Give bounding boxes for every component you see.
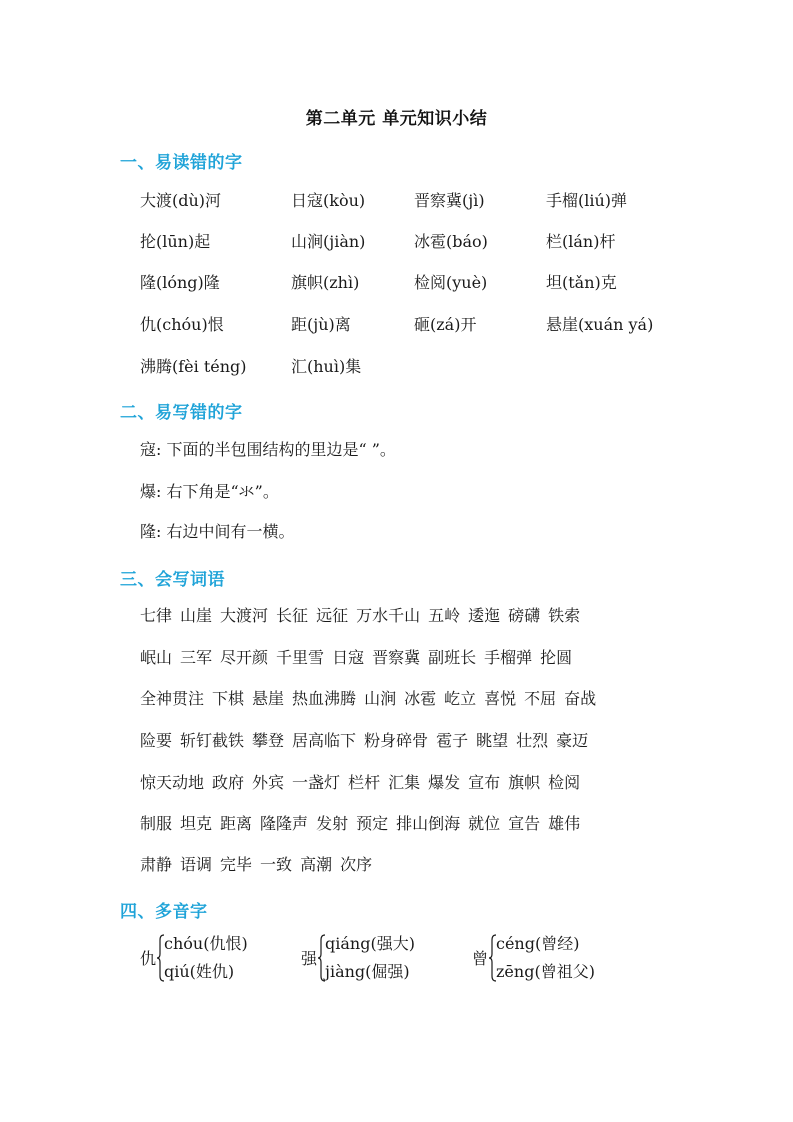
vocab-word: 山涧 — [364, 689, 397, 708]
vocab-word: 攀登 — [252, 731, 285, 750]
miswrite-line: 爆: 右下角是“氺”。 — [140, 482, 279, 501]
misread-item: 仇(chóu)恨 — [140, 315, 224, 334]
vocab-word: 日寇 — [332, 648, 365, 667]
vocab-word: 斩钉截铁 — [180, 731, 245, 750]
misread-item: 距(jù)离 — [291, 315, 351, 334]
vocab-word: 就位 — [468, 814, 501, 833]
vocab-word: 雹子 — [436, 731, 469, 750]
miswrite-line: 寇: 下面的半包围结构的里边是“ ”。 — [140, 440, 396, 459]
section-heading-misread: 一、易读错的字 — [120, 153, 243, 173]
vocab-word: 发射 — [316, 814, 349, 833]
polyphone-reading: céng(曾经) — [496, 934, 580, 953]
vocab-word: 岷山 — [140, 648, 173, 667]
misread-item: 山涧(jiàn) — [291, 232, 366, 251]
vocab-word: 磅礴 — [508, 606, 541, 625]
misread-item: 汇(huì)集 — [291, 357, 362, 376]
vocab-word: 宣布 — [468, 773, 501, 792]
misread-item: 冰雹(báo) — [414, 232, 488, 251]
misread-item: 栏(lán)杆 — [546, 232, 616, 251]
vocab-word: 副班长 — [428, 648, 477, 667]
misread-item: 手榴(liú)弹 — [546, 191, 628, 210]
vocab-word: 高潮 — [300, 855, 333, 874]
vocab-word: 粉身碎骨 — [364, 731, 429, 750]
vocab-line — [140, 814, 588, 834]
misread-item: 砸(zá)开 — [414, 315, 477, 334]
vocab-line — [140, 606, 588, 626]
vocab-word: 预定 — [356, 814, 389, 833]
vocab-word: 逶迤 — [468, 606, 501, 625]
vocab-word: 手榴弹 — [484, 648, 533, 667]
vocab-word: 汇集 — [388, 773, 421, 792]
vocab-word: 隆隆声 — [260, 814, 309, 833]
vocab-line — [140, 855, 380, 875]
vocab-line — [140, 648, 580, 668]
misread-item: 悬崖(xuán yá) — [546, 315, 654, 334]
vocab-word: 肃静 — [140, 855, 173, 874]
vocab-word: 下棋 — [212, 689, 245, 708]
vocab-line — [140, 731, 596, 751]
vocab-word: 远征 — [316, 606, 349, 625]
vocab-word: 抡圆 — [540, 648, 573, 667]
vocab-word: 居高临下 — [292, 731, 357, 750]
misread-item: 沸腾(fèi téng) — [140, 357, 247, 376]
vocab-word: 一盏灯 — [292, 773, 341, 792]
vocab-word: 七律 — [140, 606, 173, 625]
miswrite-line: 隆: 右边中间有一横。 — [140, 522, 295, 541]
vocab-word: 外宾 — [252, 773, 285, 792]
vocab-word: 惊天动地 — [140, 773, 205, 792]
polyphone-item — [301, 934, 451, 986]
vocab-line — [140, 773, 588, 793]
polyphone-reading: qiú(姓仇) — [164, 962, 235, 981]
polyphone-reading: zēng(曾祖父) — [496, 962, 595, 981]
misread-item: 旗帜(zhì) — [291, 273, 360, 292]
vocab-word: 不屈 — [524, 689, 557, 708]
section-heading-polyphone: 四、多音字 — [120, 902, 208, 922]
vocab-word: 屹立 — [444, 689, 477, 708]
vocab-word: 奋战 — [564, 689, 597, 708]
vocab-word: 检阅 — [548, 773, 581, 792]
section-heading-vocab: 三、会写词语 — [120, 570, 225, 590]
polyphone-item — [140, 934, 290, 986]
vocab-word: 距离 — [220, 814, 253, 833]
vocab-word: 悬崖 — [252, 689, 285, 708]
vocab-word: 一致 — [260, 855, 293, 874]
vocab-word: 次序 — [340, 855, 373, 874]
polyphone-char: 仇 — [140, 949, 157, 968]
vocab-word: 险要 — [140, 731, 173, 750]
vocab-word: 铁索 — [548, 606, 581, 625]
vocab-word: 长征 — [276, 606, 309, 625]
vocab-word: 千里雪 — [276, 648, 325, 667]
vocab-line — [140, 689, 604, 709]
misread-item: 抡(lūn)起 — [140, 232, 211, 251]
misread-item: 检阅(yuè) — [414, 273, 488, 292]
misread-item: 晋察冀(jì) — [414, 191, 485, 210]
page-title: 第二单元 单元知识小结 — [305, 109, 488, 129]
section-heading-miswrite: 二、易写错的字 — [120, 403, 243, 423]
polyphone-char: 强 — [301, 949, 318, 968]
vocab-word: 完毕 — [220, 855, 253, 874]
vocab-word: 排山倒海 — [396, 814, 461, 833]
polyphone-reading: qiáng(强大) — [325, 934, 415, 953]
polyphone-item — [472, 934, 622, 986]
vocab-word: 制服 — [140, 814, 173, 833]
vocab-word: 喜悦 — [484, 689, 517, 708]
vocab-word: 宣告 — [508, 814, 541, 833]
vocab-word: 坦克 — [180, 814, 213, 833]
polyphone-reading: jiàng(倔强) — [325, 962, 410, 981]
vocab-word: 语调 — [180, 855, 213, 874]
vocab-word: 热血沸腾 — [292, 689, 357, 708]
vocab-word: 五岭 — [428, 606, 461, 625]
vocab-word: 壮烈 — [516, 731, 549, 750]
misread-item: 隆(lóng)隆 — [140, 273, 220, 292]
vocab-word: 雄伟 — [548, 814, 581, 833]
misread-item: 日寇(kòu) — [291, 191, 366, 210]
vocab-word: 全神贯注 — [140, 689, 205, 708]
polyphone-char: 曾 — [472, 949, 489, 968]
vocab-word: 旗帜 — [508, 773, 541, 792]
vocab-word: 政府 — [212, 773, 245, 792]
vocab-word: 晋察冀 — [372, 648, 421, 667]
vocab-word: 栏杆 — [348, 773, 381, 792]
polyphone-reading: chóu(仇恨) — [164, 934, 248, 953]
vocab-word: 眺望 — [476, 731, 509, 750]
vocab-word: 万水千山 — [356, 606, 421, 625]
vocab-word: 山崖 — [180, 606, 213, 625]
misread-item: 大渡(dù)河 — [140, 191, 222, 210]
vocab-word: 尽开颜 — [220, 648, 269, 667]
misread-item: 坦(tǎn)克 — [546, 273, 617, 292]
vocab-word: 大渡河 — [220, 606, 269, 625]
vocab-word: 三军 — [180, 648, 213, 667]
vocab-word: 豪迈 — [556, 731, 589, 750]
vocab-word: 爆发 — [428, 773, 461, 792]
vocab-word: 冰雹 — [404, 689, 437, 708]
